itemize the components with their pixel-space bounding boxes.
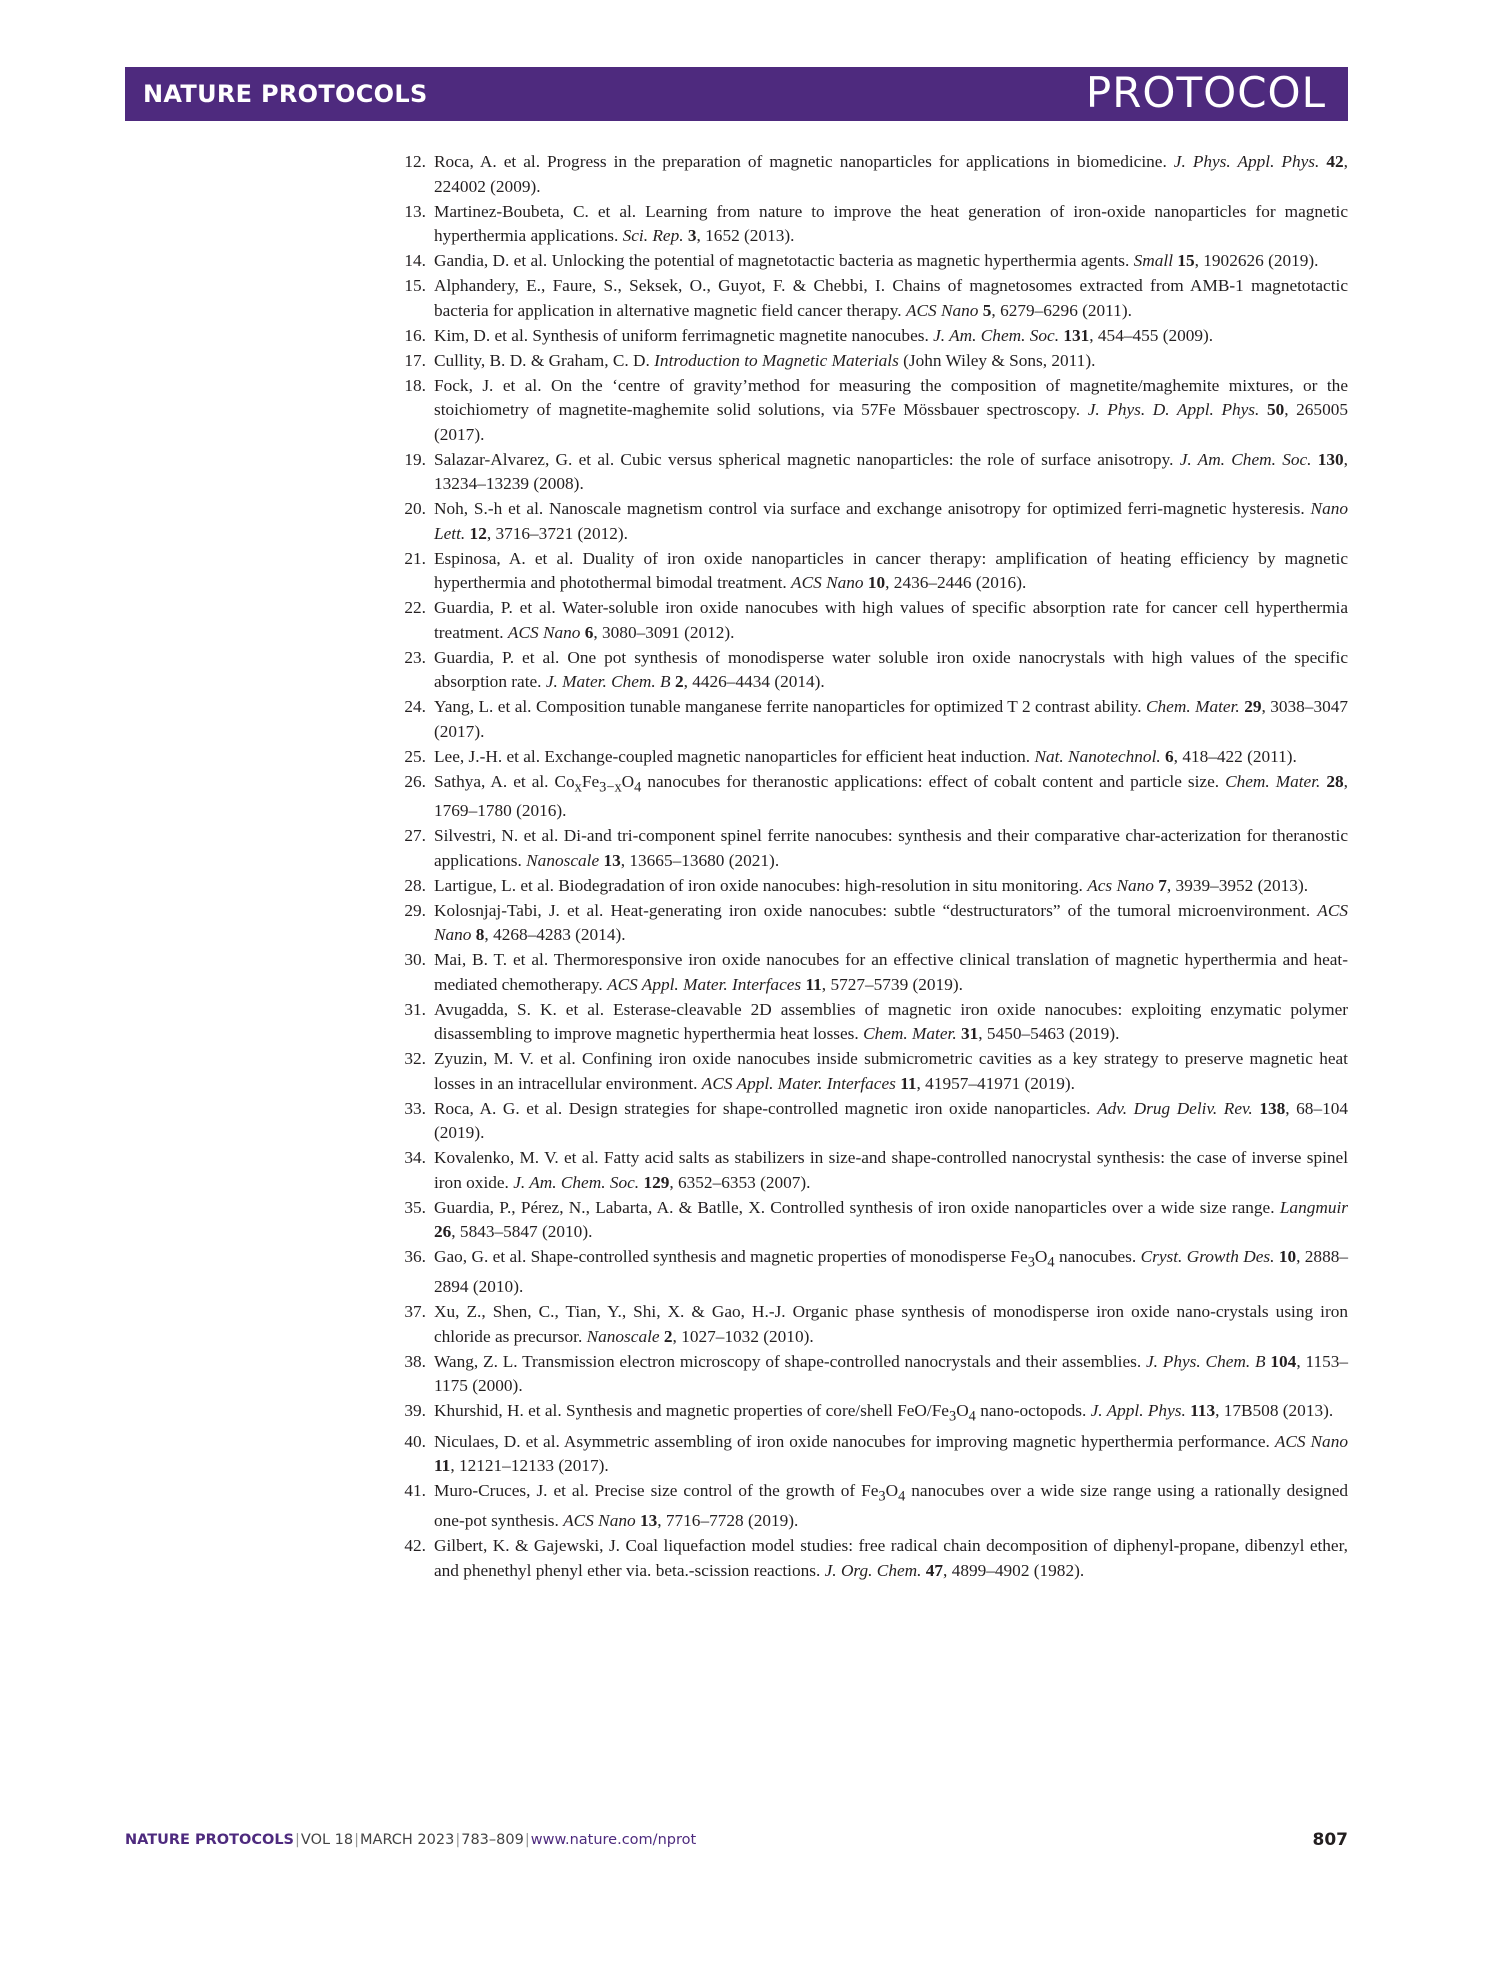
reference-item <box>386 1350 1348 1399</box>
reference-text: Kolosnjaj-Tabi, J. et al. Heat-generating iron oxide nanocubes: subtle “destructurators” of the tumoral microenvironment. ACS Nano 8, 4268–4283 (2014). <box>434 900 1348 945</box>
reference-item <box>386 1097 1348 1146</box>
reference-number: 18. <box>404 375 426 395</box>
footer-pages: 783–809 <box>461 1832 524 1848</box>
reference-number: 40. <box>404 1431 426 1451</box>
footer-separator: | <box>455 1832 461 1848</box>
reference-number: 29. <box>404 900 426 920</box>
reference-item <box>386 249 1348 274</box>
reference-text: Guardia, P., Pérez, N., Labarta, A. & Batlle, X. Controlled synthesis of iron oxide nanoparticles over a wide size range. Langmuir 26, 5843–5847 (2010). <box>434 1197 1348 1242</box>
reference-text: Guardia, P. et al. Water-soluble iron oxide nanocubes with high values of specific absorption rate for cancer cell hyperthermia treatment. ACS Nano 6, 3080–3091 (2012). <box>434 598 1348 642</box>
footer-url-link[interactable]: www.nature.com/nprot <box>530 1832 697 1848</box>
article-type: PROTOCOL <box>1085 68 1326 117</box>
reference-text: Khurshid, H. et al. Synthesis and magnetic properties of core/shell FeO/$Fe_3O_4$ nano-octopods. J. Appl. Phys. 113, 17B508 (2013). <box>434 1401 1334 1425</box>
footer-date: MARCH 2023 <box>360 1832 455 1848</box>
reference-number: 38. <box>404 1351 426 1371</box>
reference-item <box>386 1534 1348 1583</box>
reference-text: Alphandery, E., Faure, S., Seksek, O., Guyot, F. & Chebbi, I. Chains of magnetosomes extracted from AMB-1 magnetotactic bacteria for application in alternative magnetic field cancer therapy. ACS Nano 5, 6279–6296 (2011). <box>434 276 1348 320</box>
journal-name: NATURE PROTOCOLS <box>143 80 428 108</box>
reference-item <box>386 547 1348 596</box>
reference-item <box>386 948 1348 997</box>
reference-number: 31. <box>404 999 426 1019</box>
reference-text: Salazar-Alvarez, G. et al. Cubic versus spherical magnetic nanoparticles: the role of surface anisotropy. J. Am. Chem. Soc. 130, 13234–13239 (2008). <box>434 449 1348 493</box>
reference-number: 37. <box>404 1302 426 1322</box>
reference-item <box>386 1300 1348 1349</box>
reference-text: Fock, J. et al. On the ‘centre of gravity’method for measuring the composition of magnetite/maghemite mixtures, or the stoichiometry of magnetite-maghemite solid solutions, via 57Fe Mössbauer spectroscopy. J. Phys. D. Appl. Phys. 50, 265005 (2017). <box>434 375 1348 444</box>
reference-number: 30. <box>404 950 426 970</box>
reference-item <box>386 824 1348 873</box>
reference-item <box>386 200 1348 249</box>
reference-text: Sathya, A. et al. $Co_xFe_{3-x}O_4$ nanocubes for theranostic applications: effect of cobalt content and particle size. Chem. Mater. 28, 1769–1780 (2016). <box>434 771 1348 821</box>
reference-item <box>386 998 1348 1047</box>
reference-number: 33. <box>404 1098 426 1118</box>
reference-text: Kovalenko, M. V. et al. Fatty acid salts as stabilizers in size-and shape-controlled nanocrystal synthesis: the case of inverse spinel iron oxide. J. Am. Chem. Soc. 129, 6352–6353 (2007). <box>434 1148 1348 1192</box>
reference-number: 28. <box>404 875 426 895</box>
reference-number: 25. <box>404 746 426 766</box>
reference-text: Wang, Z. L. Transmission electron microscopy of shape-controlled nanocrystals and their assemblies. J. Phys. Chem. B 104, 1153–1175 (2000). <box>434 1351 1349 1396</box>
reference-text: Lartigue, L. et al. Biodegradation of iron oxide nanocubes: high-resolution in situ monitoring. Acs Nano 7, 3939–3952 (2013). <box>434 875 1309 895</box>
reference-number: 12. <box>404 152 426 171</box>
reference-item <box>386 1047 1348 1096</box>
reference-number: 35. <box>404 1197 426 1217</box>
reference-item <box>386 1399 1348 1429</box>
reference-number: 13. <box>404 201 426 221</box>
reference-text: Espinosa, A. et al. Duality of iron oxide nanoparticles in cancer therapy: amplification of heating efficiency by magnetic hyperthermia and photothermal bimodal treatment. ACS Nano 10, 2436–2446 (2016). <box>434 548 1348 592</box>
reference-text: Cullity, B. D. & Graham, C. D. Introduction to Magnetic Materials (John Wiley & Sons, 2011). <box>434 350 1096 370</box>
footer-separator: | <box>354 1832 360 1848</box>
reference-text: Yang, L. et al. Composition tunable manganese ferrite nanoparticles for optimized T 2 contrast ability. Chem. Mater. 29, 3038–3047 (2017). <box>434 697 1348 741</box>
reference-number: 22. <box>404 598 426 617</box>
reference-number: 27. <box>404 826 426 846</box>
reference-text: Lee, J.-H. et al. Exchange-coupled magnetic nanoparticles for efficient heat induction. Nat. Nanotechnol. 6, 418–422 (2011). <box>434 746 1297 766</box>
reference-text: Kim, D. et al. Synthesis of uniform ferrimagnetic magnetite nanocubes. J. Am. Chem. Soc. 131, 454–455 (2009). <box>434 325 1214 345</box>
reference-item <box>386 745 1348 770</box>
reference-text: Guardia, P. et al. One pot synthesis of monodisperse water soluble iron oxide nanocrystals with high values of the specific absorption rate. J. Mater. Chem. B 2, 4426–4434 (2014). <box>434 647 1348 691</box>
reference-text: Gao, G. et al. Shape-controlled synthesis and magnetic properties of monodisperse $Fe_3O_4$ nanocubes. Cryst. Growth Des. 10, 2888–2894 (2010). <box>434 1247 1348 1297</box>
reference-item <box>386 646 1348 695</box>
reference-number: 21. <box>404 548 426 568</box>
journal-header-bar <box>125 67 1348 121</box>
reference-item <box>386 1479 1348 1533</box>
reference-number: 23. <box>404 647 426 667</box>
reference-number: 19. <box>404 449 426 469</box>
reference-item <box>386 695 1348 744</box>
reference-number: 20. <box>404 499 426 518</box>
reference-number: 41. <box>404 1481 426 1501</box>
reference-text: Xu, Z., Shen, C., Tian, Y., Shi, X. & Gao, H.-J. Organic phase synthesis of monodisperse iron oxide nano-crystals using iron chloride as precursor. Nanoscale 2, 1027–1032 (2010). <box>434 1302 1348 1346</box>
reference-number: 26. <box>404 771 426 791</box>
reference-number: 17. <box>404 350 426 370</box>
reference-number: 24. <box>404 697 426 716</box>
reference-item <box>386 374 1348 448</box>
reference-number: 36. <box>404 1247 426 1267</box>
reference-item <box>386 349 1348 374</box>
reference-text: Gilbert, K. & Gajewski, J. Coal liquefaction model studies: free radical chain decomposition of diphenyl-propane, dibenzyl ether, and phenethyl phenyl ether via. beta.-scission reactions. J. Org. Chem. 47, 4899–4902 (1982). <box>434 1536 1348 1580</box>
reference-text: Roca, A. et al. Progress in the preparation of magnetic nanoparticles for applications in biomedicine. J. Phys. Appl. Phys. 42, 224002 (2009). <box>434 152 1348 196</box>
reference-item <box>386 899 1348 948</box>
reference-number: 39. <box>404 1401 426 1421</box>
footer-separator: | <box>524 1832 530 1848</box>
reference-text: Zyuzin, M. V. et al. Confining iron oxide nanocubes inside submicrometric cavities as a key strategy to preserve magnetic heat losses in an intracellular environment. ACS Appl. Mater. Interfaces 11, 41957–41971 (2019). <box>434 1049 1348 1093</box>
reference-text: Mai, B. T. et al. Thermoresponsive iron oxide nanocubes for an effective clinical translation of magnetic hyperthermia and heat-mediated chemotherapy. ACS Appl. Mater. Interfaces 11, 5727–5739 (2019). <box>434 950 1348 994</box>
reference-text: Noh, S.-h et al. Nanoscale magnetism control via surface and exchange anisotropy for optimized ferri-magnetic hysteresis. Nano Lett. 12, 3716–3721 (2012). <box>434 499 1348 543</box>
reference-item <box>386 150 1348 199</box>
reference-text: Martinez-Boubeta, C. et al. Learning from nature to improve the heat generation of iron-oxide nanoparticles for magnetic hyperthermia applications. Sci. Rep. 3, 1652 (2013). <box>434 201 1348 245</box>
reference-item <box>386 497 1348 546</box>
reference-item <box>386 874 1348 899</box>
reference-text: Niculaes, D. et al. Asymmetric assembling of iron oxide nanocubes for improving magnetic hyperthermia performance. ACS Nano 11, 12121–12133 (2017). <box>434 1431 1348 1476</box>
page-number: 807 <box>1312 1830 1348 1850</box>
reference-number: 42. <box>404 1536 426 1556</box>
reference-text: Gandia, D. et al. Unlocking the potential of magnetotactic bacteria as magnetic hyperthermia agents. Small 15, 1902626 (2019). <box>434 251 1319 270</box>
reference-text: Silvestri, N. et al. Di-and tri-component spinel ferrite nanocubes: synthesis and their comparative char-acterization for theranostic applications. Nanoscale 13, 13665–13680 (2021). <box>434 826 1348 870</box>
reference-item <box>386 1430 1348 1479</box>
reference-item <box>386 770 1348 824</box>
reference-item <box>386 1245 1348 1299</box>
reference-item <box>386 324 1348 349</box>
reference-item <box>386 448 1348 497</box>
footer-volume: VOL 18 <box>300 1832 354 1848</box>
reference-item <box>386 1196 1348 1245</box>
reference-number: 32. <box>404 1049 426 1069</box>
reference-text: Roca, A. G. et al. Design strategies for shape-controlled magnetic iron oxide nanoparticles. Adv. Drug Deliv. Rev. 138, 68–104 (2019). <box>434 1098 1348 1143</box>
reference-item <box>386 274 1348 323</box>
footer-separator: | <box>295 1832 300 1848</box>
reference-item <box>386 596 1348 645</box>
reference-number: 14. <box>404 251 426 270</box>
reference-text: Avugadda, S. K. et al. Esterase-cleavable 2D assemblies of magnetic iron oxide nanocubes: exploiting enzymatic polymer disassembling to improve magnetic hyperthermia heat losses. Chem. Mater. 31, 5450–5463 (2019). <box>434 999 1348 1044</box>
reference-item <box>386 1146 1348 1195</box>
footer-citation <box>125 1832 696 1848</box>
reference-number: 34. <box>404 1148 426 1168</box>
reference-text: Muro-Cruces, J. et al. Precise size control of the growth of $Fe_3O_4$ nanocubes over a wide size range using a rationally designed one-pot synthesis. ACS Nano 13, 7716–7728 (2019). <box>434 1481 1348 1531</box>
footer-journal: NATURE PROTOCOLS <box>125 1832 295 1848</box>
reference-list <box>386 150 1348 1584</box>
reference-number: 15. <box>404 276 426 295</box>
reference-number: 16. <box>404 325 426 345</box>
